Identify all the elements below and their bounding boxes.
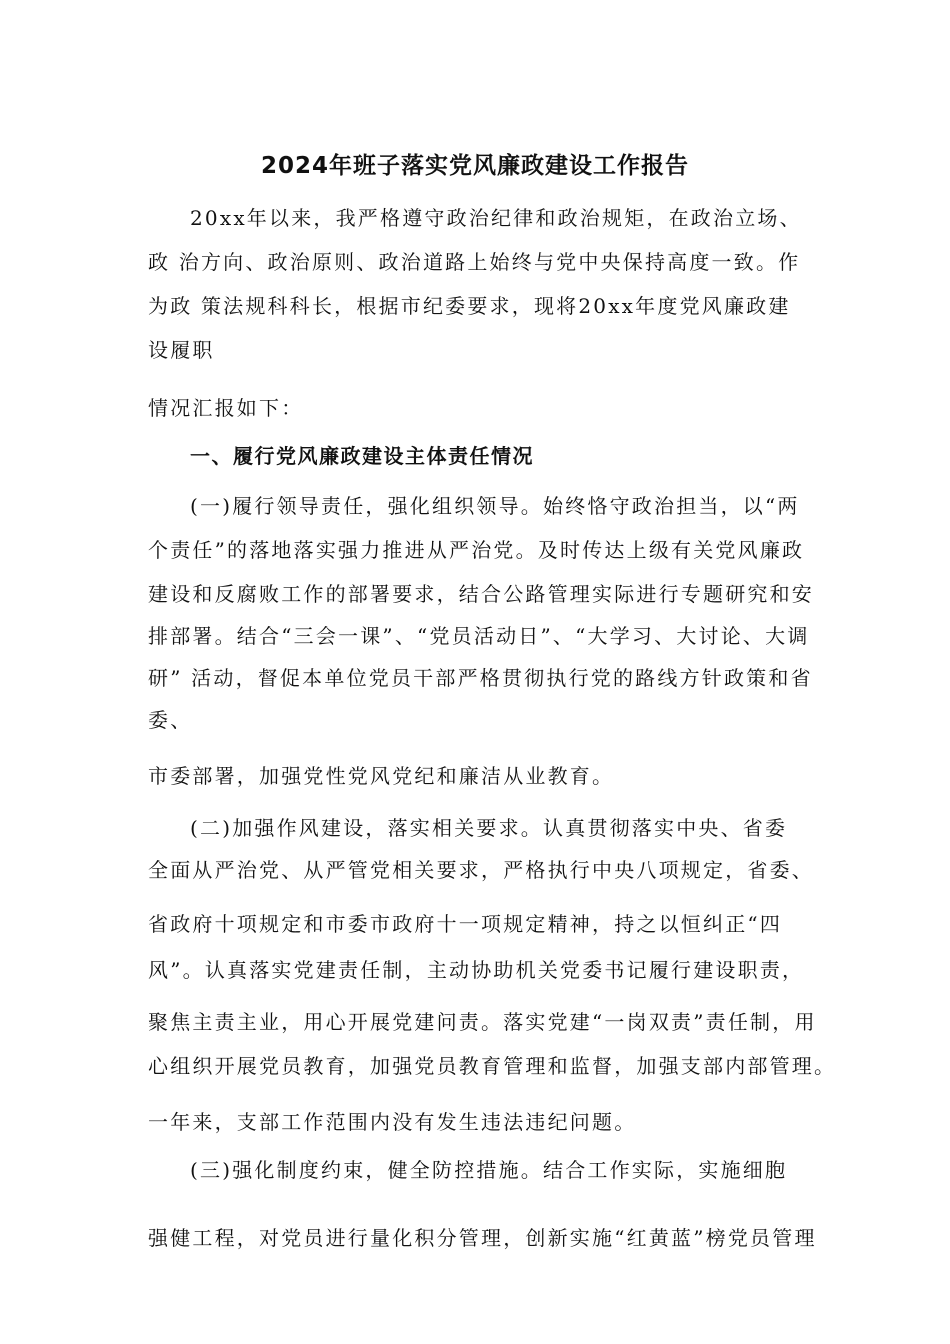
paragraph-4-line-2: 强健工程，对党员进行量化积分管理，创新实施“红黄蓝”榜党员管理: [148, 1226, 817, 1250]
paragraph-2-line-1: (一)履行领导责任，强化组织领导。始终恪守政治担当，以“两: [190, 494, 800, 518]
paragraph-3-line-3: 省政府十项规定和市委市政府十一项规定精神，持之以恒纠正“四: [148, 912, 783, 936]
paragraph-3-line-6: 心组织开展党员教育，加强党员教育管理和监督，加强支部内部管理。: [148, 1054, 837, 1078]
paragraph-1-line-2: 政 治方向、政治原则、政治道路上始终与党中央保持高度一致。作: [148, 250, 801, 274]
document-title: 2024年班子落实党风廉政建设工作报告: [260, 153, 689, 179]
paragraph-3-line-7: 一年来，支部工作范围内没有发生违法违纪问题。: [148, 1110, 637, 1134]
paragraph-3-line-2: 全面从严治党、从严管党相关要求，严格执行中央八项规定，省委、: [148, 858, 814, 882]
section-heading-1: 一、履行党风廉政建设主体责任情况: [190, 444, 534, 468]
paragraph-3-line-5: 聚焦主责主业，用心开展党建问责。落实党建“一岗双责”责任制，用: [148, 1010, 817, 1034]
paragraph-3-line-1: (二)加强作风建设，落实相关要求。认真贯彻落实中央、省委: [190, 816, 788, 840]
paragraph-2-line-6: 委、: [148, 708, 193, 732]
paragraph-1-line-3: 为政 策法规科科长，根据市纪委要求，现将20xx年度党风廉政建: [148, 294, 791, 318]
paragraph-3-line-4: 风”。认真落实党建责任制，主动协助机关党委书记履行建设职责，: [148, 958, 805, 982]
paragraph-2-line-4: 排部署。结合“三会一课”、“党员活动日”、“大学习、大讨论、大调: [148, 624, 810, 648]
paragraph-2-line-2: 个责任”的落地落实强力推进从严治党。及时传达上级有关党风廉政: [148, 538, 805, 562]
paragraph-2-line-5: 研” 活动，督促本单位党员干部严格贯彻执行党的路线方针政策和省: [148, 666, 813, 690]
paragraph-2-line-3: 建设和反腐败工作的部署要求，结合公路管理实际进行专题研究和安: [148, 582, 814, 606]
paragraph-2-line-7: 市委部署，加强党性党风党纪和廉洁从业教育。: [148, 764, 615, 788]
paragraph-1-line-5: 情况汇报如下：: [148, 396, 304, 420]
paragraph-1-line-1: 20xx年以来，我严格遵守政治纪律和政治规矩，在政治立场、: [190, 206, 802, 230]
paragraph-4-line-1: (三)强化制度约束，健全防控措施。结合工作实际，实施细胞: [190, 1158, 788, 1182]
paragraph-1-line-4: 设履职: [148, 338, 215, 362]
